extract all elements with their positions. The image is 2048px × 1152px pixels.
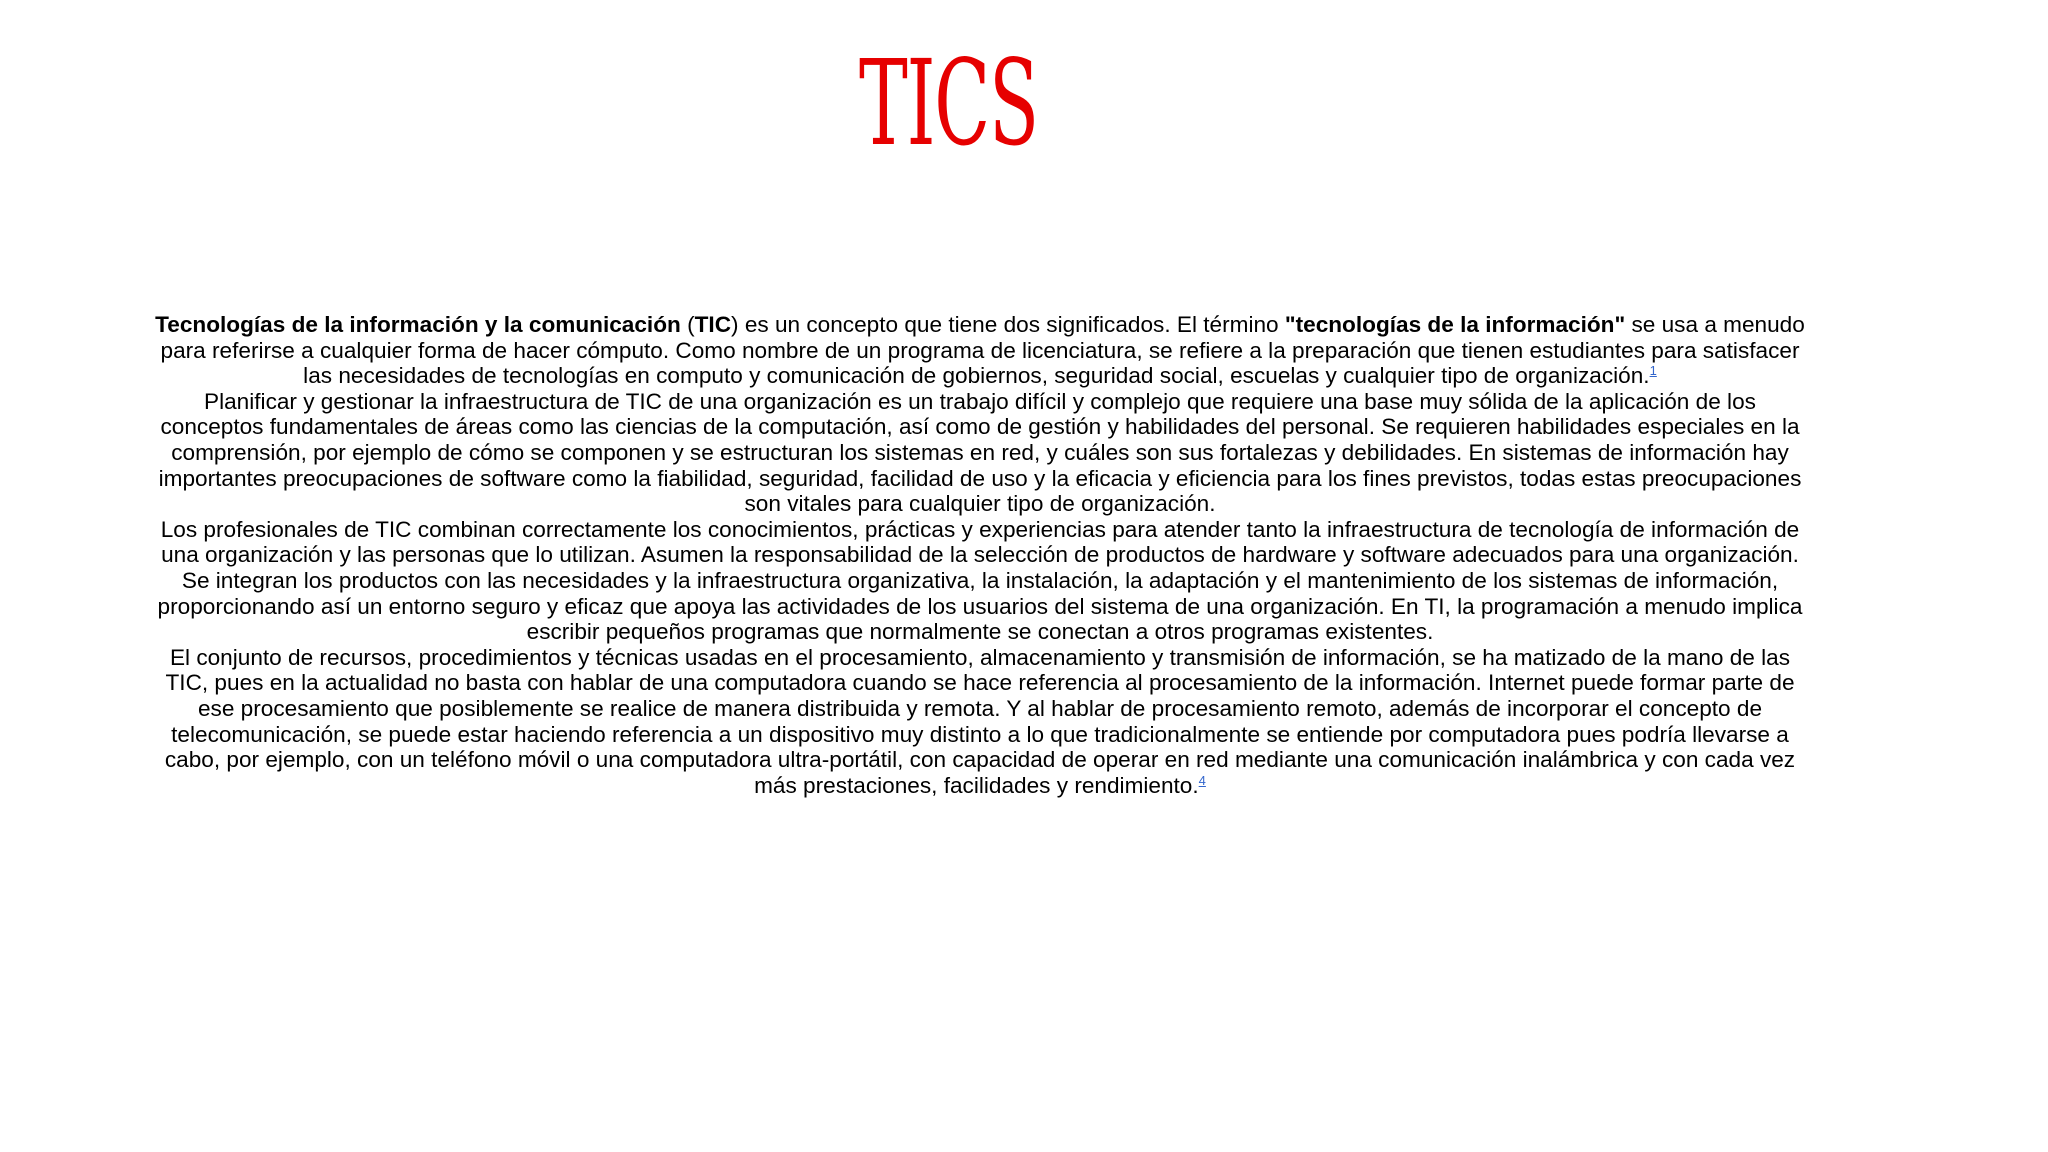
abbr-bold: TIC: [694, 312, 732, 337]
paragraph-planning: Planificar y gestionar la infraestructura de TIC de una organización es un trabajo difícil y complejo que requiere una base muy sólida de la aplicación de los conceptos fundamentales de áreas como las ciencias de la computación, así como de gestión y habilidades del personal. Se requieren habilidades especiales en la comprensión, por ejemplo de cómo se componen y se estructuran los sistemas en red, y cuáles son sus fortalezas y debilidades. En sistemas de información hay importantes preocupaciones de software como la fiabilidad, seguridad, facilidad de uso y la eficacia y eficiencia para los fines previstos, todas estas preocupaciones son vitales para cualquier tipo de organización.: [158, 388, 1802, 517]
intro-text-rest: se usa a menudo para referirse a cualquier forma de hacer cómputo. Como nombre de un programa de licenciatura, se refiere a la preparación que tienen estudiantes para satisfacer las necesidades de tecnologías en computo y comunicación de gobiernos, seguridad social, escuelas y cualquier tipo de organización.: [160, 312, 1805, 389]
paragraph-resources: [150, 645, 1810, 799]
footnote-link-4[interactable]: 4: [1198, 772, 1206, 788]
tics-logo-title: TICS: [859, 34, 1038, 172]
term-bold: Tecnologías de la información y la comunicación: [155, 312, 681, 337]
resources-text: El conjunto de recursos, procedimientos y técnicas usadas en el procesamiento, almacenamiento y transmisión de información, se ha matizado de la mano de las TIC, pues en la actualidad no basta con hablar de una computadora cuando se hace referencia al procesamiento de la información. Internet puede formar parte de ese procesamiento que posiblemente se realice de manera distribuida y remota. Y al hablar de procesamiento remoto, además de incorporar el concepto de telecomunicación, se puede estar haciendo referencia a un dispositivo muy distinto a lo que tradicionalmente se entiende por computadora pues podría llevarse a cabo, por ejemplo, con un teléfono móvil o una computadora ultra-portátil, con capacidad de operar en red mediante una comunicación inalámbrica y con cada vez más prestaciones, facilidades y rendimiento.: [164, 644, 1796, 798]
footnote-link-1[interactable]: 1: [1649, 363, 1657, 379]
intro-text-middle: ) es un concepto que tiene dos significados. El término: [731, 312, 1285, 337]
paragraph-intro: [150, 312, 1810, 389]
quoted-term-bold: "tecnologías de la información": [1284, 312, 1626, 337]
paren-open-text: (: [680, 312, 695, 337]
article-body: [150, 312, 1810, 798]
paragraph-professionals: Los profesionales de TIC combinan correctamente los conocimientos, prácticas y experiencias para atender tanto la infraestructura de tecnología de información de una organización y las personas que lo utilizan. Asumen la responsabilidad de la selección de productos de hardware y software adecuados para una organización. Se integran los productos con las necesidades y la infraestructura organizativa, la instalación, la adaptación y el mantenimiento de los sistemas de información, proporcionando así un entorno seguro y eficaz que apoya las actividades de los usuarios del sistema de una organización. En TI, la programación a menudo implica escribir pequeños programas que normalmente se conectan a otros programas existentes.: [157, 516, 1803, 645]
